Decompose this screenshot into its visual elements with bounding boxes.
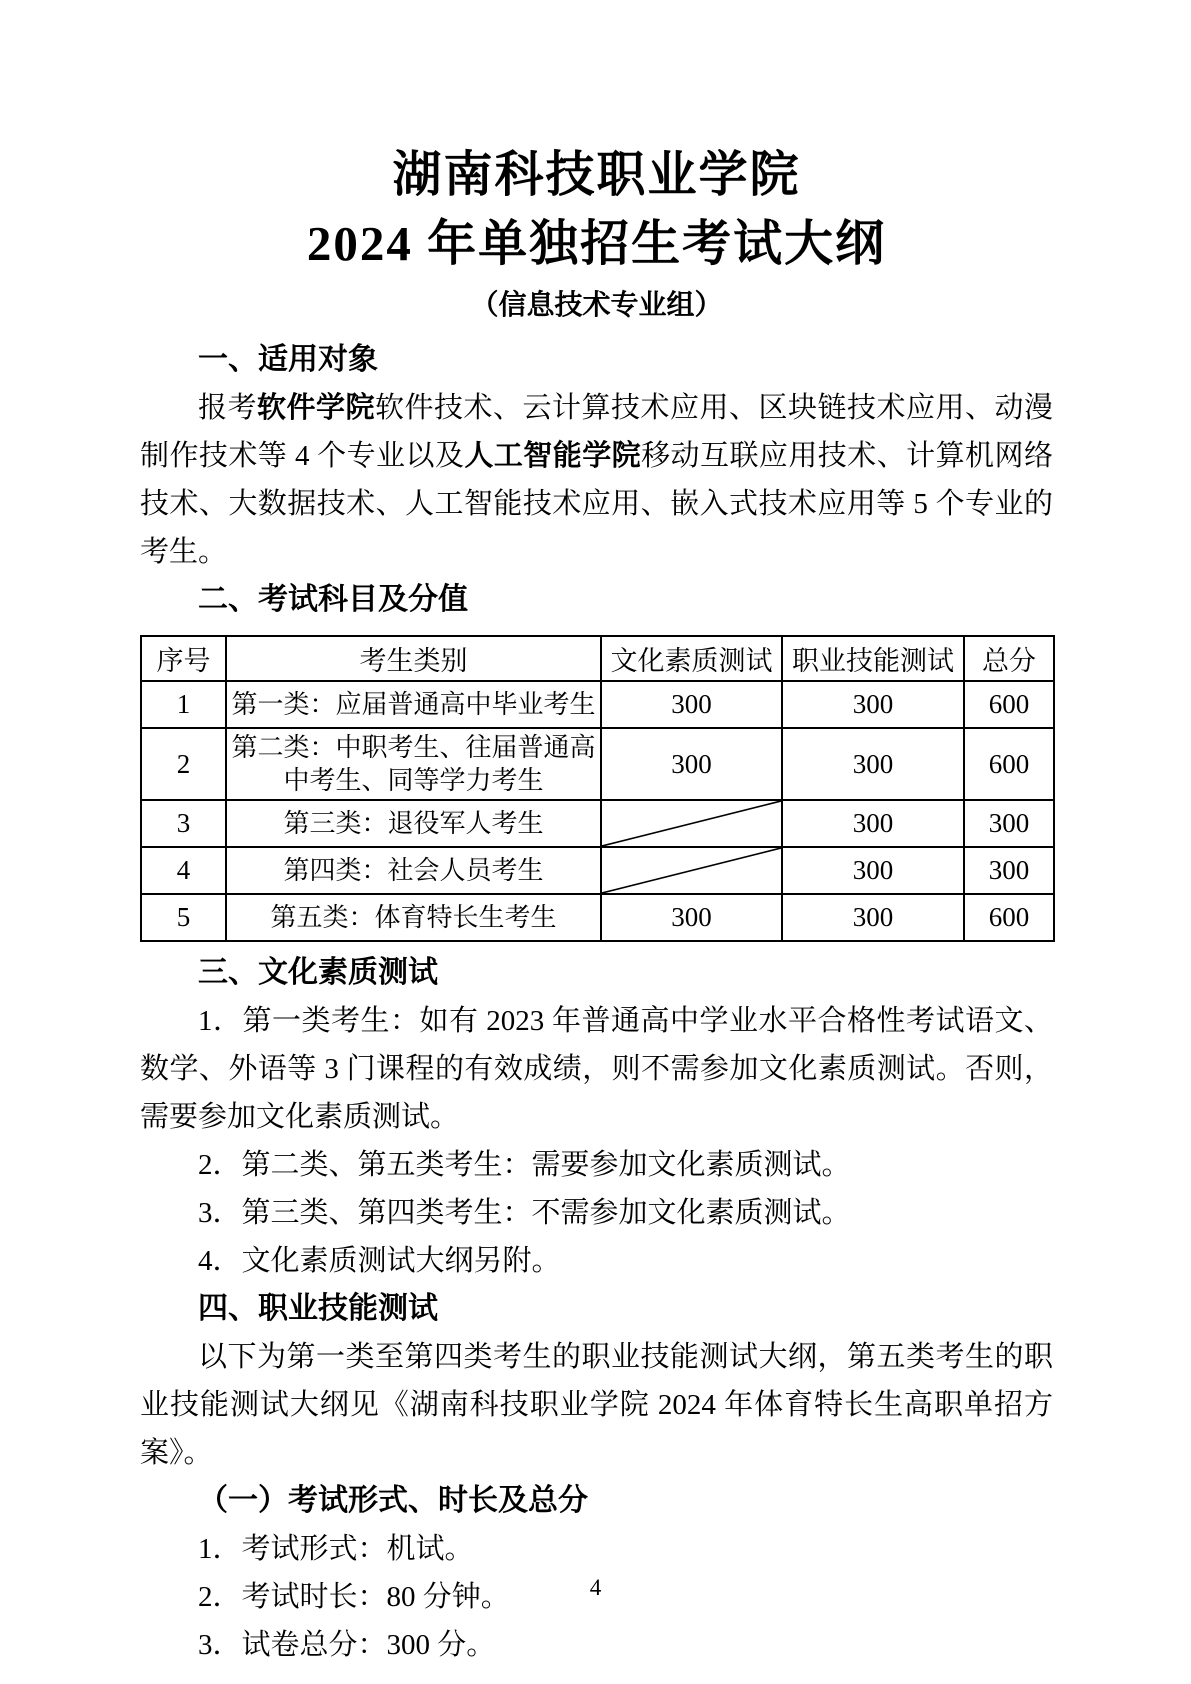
table-row: [141, 681, 1054, 728]
th-skill-test: 职业技能测试: [782, 636, 964, 681]
culture-test-item-2: 2．第二类、第五类考生：需要参加文化素质测试。: [198, 1149, 851, 1181]
total-score-cell: 300: [964, 800, 1054, 847]
exam-score-table: [140, 635, 1055, 942]
section-4-1-subheading: （一）考试形式、时长及总分: [198, 1484, 588, 1517]
culture-score-cell: 300: [601, 728, 782, 800]
serial-cell: 4: [141, 847, 226, 894]
page-number: 4: [589, 1575, 602, 1600]
section-4-heading: 四、职业技能测试: [198, 1292, 438, 1325]
para-run: 软件技术、云计算技术应用、区块链技术应用、动漫制作技术等 4 个专业以及: [140, 392, 1053, 472]
category-cell: 第一类：应届普通高中毕业考生: [226, 681, 601, 728]
skill-test-item-1: 1．考试形式：机试。: [198, 1533, 474, 1565]
culture-score-cell: 300: [601, 681, 782, 728]
category-cell: 第四类：社会人员考生: [226, 847, 601, 894]
section-1-heading: 一、适用对象: [198, 343, 378, 376]
skill-score-cell: 300: [782, 728, 964, 800]
th-total: 总分: [964, 636, 1054, 681]
culture-test-item-1: 1．第一类考生：如有 2023 年普通高中学业水平合格性考试语文、数学、外语等 3 门课程的有效成绩，则不需参加文化素质测试。否则，需要参加文化素质测试。: [140, 1005, 1053, 1133]
doc-subtitle: （信息技术专业组）: [470, 290, 723, 321]
doc-title-line2: 2024 年单独招生考试大纲: [306, 216, 887, 271]
culture-test-item-4: 4．文化素质测试大纲另附。: [198, 1245, 561, 1277]
diagonal-slash: [602, 801, 781, 846]
serial-cell: 1: [141, 681, 226, 728]
para-run: 报考: [198, 392, 257, 424]
diagonal-slash-cell: [601, 847, 782, 894]
culture-test-item-3: 3．第三类、第四类考生：不需参加文化素质测试。: [198, 1197, 851, 1229]
th-culture-test: 文化素质测试: [601, 636, 782, 681]
th-category: 考生类别: [226, 636, 601, 681]
skill-test-item-2: 2．考试时长：80 分钟。: [198, 1581, 510, 1613]
bold-ai-college: 人工智能学院: [464, 440, 642, 472]
table-row: [141, 800, 1054, 847]
table-header-row: [141, 636, 1054, 681]
total-score-cell: 600: [964, 894, 1054, 941]
section-3-heading: 三、文化素质测试: [198, 956, 438, 989]
skill-score-cell: 300: [782, 681, 964, 728]
category-cell: 第三类：退役军人考生: [226, 800, 601, 847]
section-1-paragraph: [140, 384, 1053, 576]
diagonal-slash: [602, 848, 781, 893]
table-row: [141, 847, 1054, 894]
para-run: 移动互联应用技术、计算机网络技术、大数据技术、人工智能技术应用、嵌入式技术应用等 5 个专业的考生。: [140, 440, 1053, 568]
total-score-cell: 300: [964, 847, 1054, 894]
th-serial: 序号: [141, 636, 226, 681]
category-cell: 第五类：体育特长生考生: [226, 894, 601, 941]
serial-cell: 5: [141, 894, 226, 941]
skill-test-intro: 以下为第一类至第四类考生的职业技能测试大纲，第五类考生的职业技能测试大纲见《湖南科技职业学院 2024 年体育特长生高职单招方案》。: [140, 1341, 1053, 1469]
total-score-cell: 600: [964, 681, 1054, 728]
culture-score-cell: 300: [601, 894, 782, 941]
total-score-cell: 600: [964, 728, 1054, 800]
skill-score-cell: 300: [782, 894, 964, 941]
serial-cell: 3: [141, 800, 226, 847]
bold-software-college: 软件学院: [257, 392, 375, 424]
table-row: [141, 894, 1054, 941]
serial-cell: 2: [141, 728, 226, 800]
skill-score-cell: 300: [782, 800, 964, 847]
skill-test-item-3: 3．试卷总分：300 分。: [198, 1629, 496, 1661]
table-row: [141, 728, 1054, 800]
doc-title-line1: 湖南科技职业学院: [392, 147, 801, 202]
diagonal-slash-cell: [601, 800, 782, 847]
skill-score-cell: 300: [782, 847, 964, 894]
category-cell: 第二类：中职考生、往届普通高中考生、同等学力考生: [226, 728, 601, 800]
section-2-heading: 二、考试科目及分值: [198, 583, 468, 616]
